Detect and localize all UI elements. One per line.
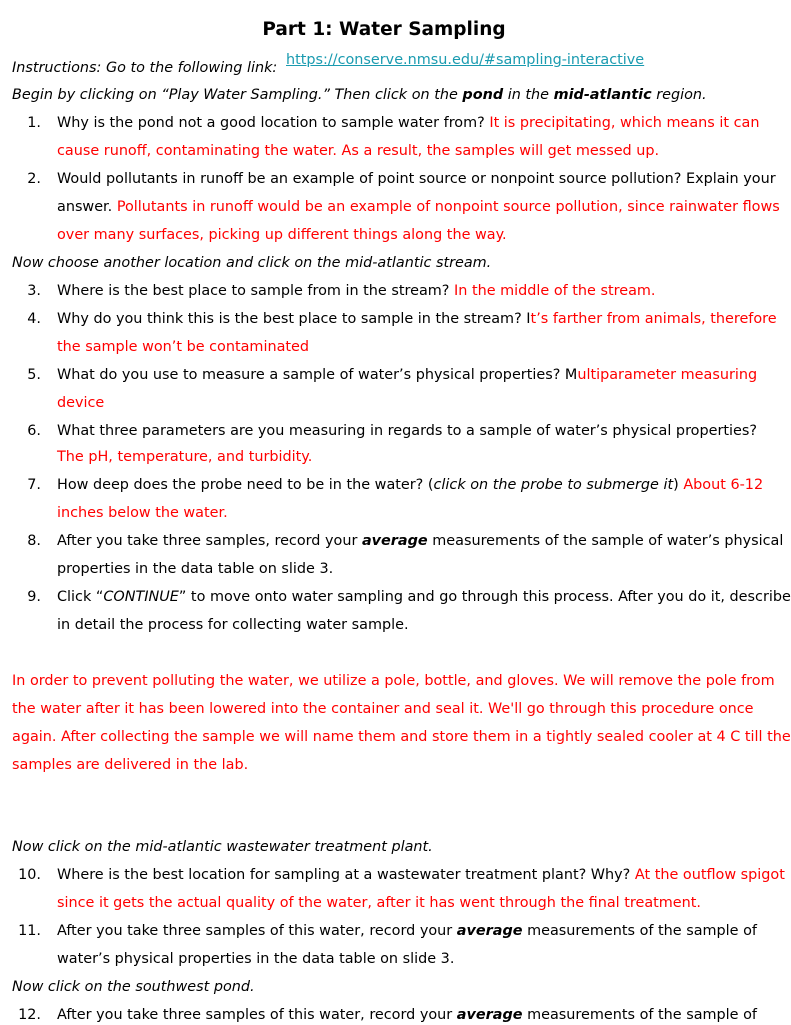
q8-text-2: measurements of the sample of water’s physical [427, 533, 784, 549]
answer-paragraph-line-4: samples are delivered in the lab. [12, 757, 249, 773]
q1-number: 1. [27, 115, 41, 131]
answer-paragraph-line-2: the water after it has been lowered into the container and seal it. We'll go through this procedure once [12, 701, 754, 717]
q8-number: 8. [27, 533, 41, 549]
q7-answer-2: inches below the water. [57, 505, 228, 521]
q6-number: 6. [27, 423, 41, 439]
q2-line-2 [57, 197, 780, 217]
q12-average: average [456, 1007, 523, 1023]
q3-answer: In the middle of the stream. [454, 283, 656, 299]
q2-answer-1: Pollutants in runoff would be an example of nonpoint source pollution, since rainwater flows [116, 199, 780, 215]
q1-answer-1: It is precipitating, which means it can [489, 115, 760, 131]
begin-pond: pond [462, 87, 504, 103]
begin-line [12, 85, 707, 105]
southwest-intro: Now click on the southwest pond. [12, 979, 255, 995]
q9-text-2: ” to move onto water sampling and go through this process. After you do it, describe [178, 589, 791, 605]
page-title: Part 1: Water Sampling [262, 19, 506, 40]
begin-text-1: Begin by clicking on “Play Water Sampling.” Then click on the [12, 87, 463, 103]
q9-number: 9. [27, 589, 41, 605]
q2-answer-2: over many surfaces, picking up different things along the way. [57, 227, 507, 243]
q12-text-1: After you take three samples of this water, record your [57, 1007, 457, 1023]
q10-answer-2: since it gets the actual quality of the water, after it has went through the final treatment. [57, 895, 701, 911]
begin-text-2: in the [503, 87, 554, 103]
q7-number: 7. [27, 477, 41, 493]
q3-line [57, 281, 655, 301]
q12-line-1 [57, 1005, 757, 1025]
q2-question-1: Would pollutants in runoff be an example of point source or nonpoint source pollution? Explain your [57, 171, 776, 187]
q7-question-3: ) [673, 477, 684, 493]
q1-question: Why is the pond not a good location to sample water from? [57, 115, 490, 131]
q5-line [57, 365, 757, 385]
q7-question-1: How deep does the probe need to be in the water? ( [57, 477, 434, 493]
q3-number: 3. [27, 283, 41, 299]
q11-number: 11. [18, 923, 41, 939]
q10-number: 10. [18, 867, 41, 883]
q6-question: What three parameters are you measuring in regards to a sample of water’s physical properties? [57, 423, 758, 439]
q4-line [57, 309, 777, 329]
q8-average: average [361, 533, 428, 549]
begin-mid-atlantic: mid-atlantic [553, 87, 652, 103]
q10-question: Where is the best location for sampling at a wastewater treatment plant? Why? [57, 867, 635, 883]
begin-text-3: region. [651, 87, 707, 103]
q8-line-2: properties in the data table on slide 3. [57, 561, 334, 577]
q5-question: What do you use to measure a sample of water’s physical properties? M [57, 367, 578, 383]
q5-number: 5. [27, 367, 41, 383]
sampling-interactive-link[interactable]: https://conserve.nmsu.edu/#sampling-interactive [286, 52, 645, 68]
instructions-label: Instructions: Go to the following link: [12, 60, 278, 76]
q8-text-1: After you take three samples, record your [57, 533, 362, 549]
q9-line-1 [57, 587, 791, 607]
wwtp-intro: Now click on the mid-atlantic wastewater treatment plant. [12, 839, 433, 855]
q9-continue: CONTINUE [103, 589, 179, 605]
q8-line-1 [57, 531, 783, 551]
q12-text-2: measurements of the sample of [522, 1007, 757, 1023]
q9-text-1: Click “ [57, 589, 104, 605]
q5-answer-2: device [57, 395, 105, 411]
q11-line-1 [57, 921, 757, 941]
instructions-line [12, 58, 277, 78]
answer-paragraph-line-3: again. After collecting the sample we will name them and store them in a tightly sealed cooler at 4 C till the [12, 729, 791, 745]
q10-line [57, 865, 785, 885]
q1-answer-2: cause runoff, contaminating the water. As a result, the samples will get messed up. [57, 143, 660, 159]
q2-number: 2. [27, 171, 41, 187]
instructions-link-line [286, 50, 644, 70]
q11-text-2: measurements of the sample of [522, 923, 757, 939]
q7-question-italic: click on the probe to submerge it [433, 477, 674, 493]
q11-average: average [456, 923, 523, 939]
q4-question: Why do you think this is the best place to sample in the stream? I [57, 311, 531, 327]
answer-paragraph-line-1: In order to prevent polluting the water, we utilize a pole, bottle, and gloves. We will remove the pole from [12, 673, 775, 689]
q2-question-2: answer. [57, 199, 117, 215]
q10-answer-1: At the outflow spigot [634, 867, 785, 883]
q3-question: Where is the best place to sample from in the stream? [57, 283, 454, 299]
q11-text-1: After you take three samples of this water, record your [57, 923, 457, 939]
stream-intro: Now choose another location and click on the mid-atlantic stream. [12, 255, 492, 271]
q4-answer-1: t’s farther from animals, therefore [530, 311, 777, 327]
q7-answer-1: About 6-12 [683, 477, 764, 493]
q9-line-2: in detail the process for collecting water sample. [57, 617, 409, 633]
q1-line-1 [57, 113, 759, 133]
q5-answer-1: ultiparameter measuring [577, 367, 758, 383]
q12-number: 12. [18, 1007, 41, 1023]
q6-answer: The pH, temperature, and turbidity. [57, 449, 313, 465]
q4-answer-2: the sample won’t be contaminated [57, 339, 310, 355]
q11-line-2: water’s physical properties in the data table on slide 3. [57, 951, 455, 967]
q7-line [57, 475, 763, 495]
q4-number: 4. [27, 311, 41, 327]
